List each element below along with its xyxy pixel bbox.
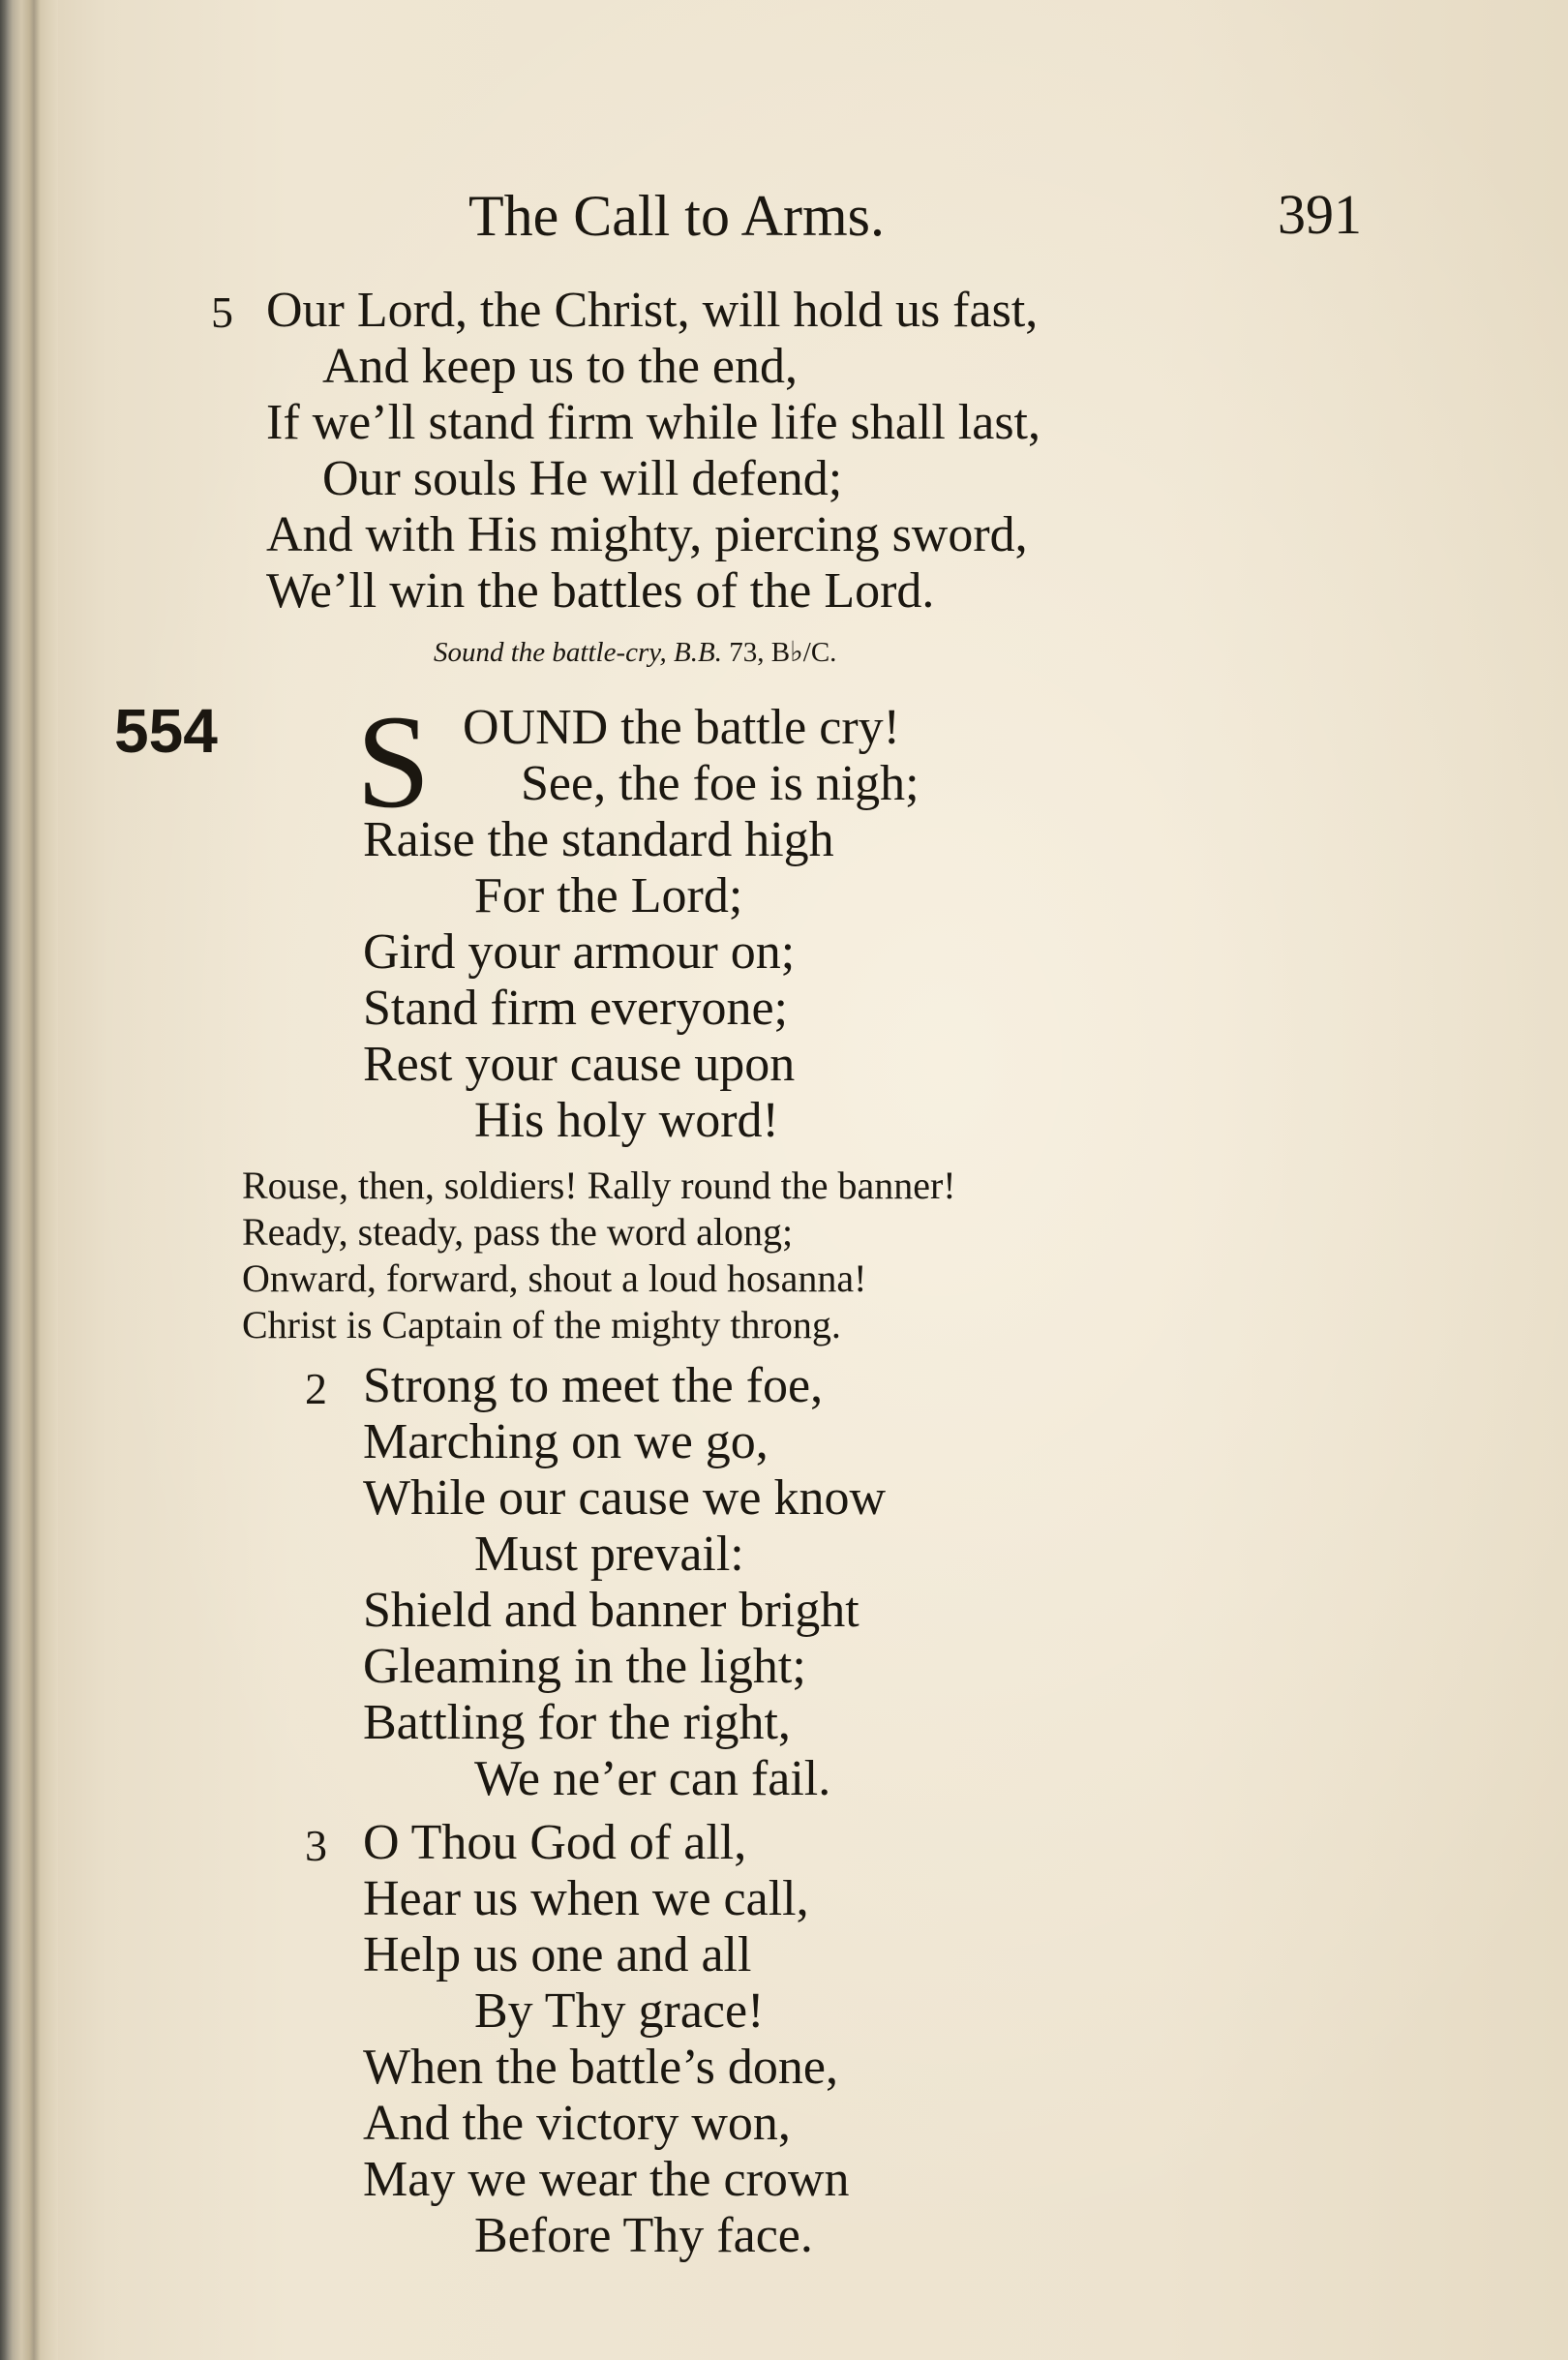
stanza2-line-2: Marching on we go, [363,1414,769,1469]
stanza2-line-1: Strong to meet the foe, [363,1358,824,1413]
stanza3-line-2: Hear us when we call, [363,1871,809,1926]
stanza2-line-8: We ne’er can fail. [474,1751,831,1806]
stanza2-line-7: Battling for the right, [363,1695,791,1750]
running-head-title: The Call to Arms. [468,184,885,248]
stanza2-line-3: While our cause we know [363,1470,887,1526]
stanza3-line-6: And the victory won, [363,2096,791,2151]
stanza5-line-5: And with His mighty, piercing sword, [266,507,1028,562]
stanza5-line-3: If we’ll stand firm while life shall last, [266,395,1041,450]
stanza5-line-4: Our souls He will defend; [322,451,843,506]
stanza2-line-5: Shield and banner bright [363,1583,859,1638]
stanza5-line-6: We’ll win the battles of the Lord. [266,563,935,619]
chorus-line-4: Christ is Captain of the mighty throng. [242,1303,841,1346]
stanza1-line-7: Rest your cause upon [363,1037,796,1092]
stanza-number-5: 5 [211,287,233,337]
stanza5-line-2: And keep us to the end, [322,339,799,394]
tune-reference [434,639,836,667]
stanza3-line-1: O Thou God of all, [363,1815,747,1870]
stanza1-line-8: His holy word! [474,1093,779,1148]
stanza3-line-4: By Thy grace! [474,1983,765,2039]
hymn-number: 554 [114,696,218,766]
stanza1-line-1: OUND the battle cry! [463,700,900,755]
stanza3-line-7: May we wear the crown [363,2152,850,2207]
stanza5-line-1: Our Lord, the Christ, will hold us fast, [266,283,1039,338]
book-binding-edge [0,0,58,2360]
stanza2-line-6: Gleaming in the light; [363,1639,806,1694]
drop-cap-letter: S [356,687,431,835]
stanza3-line-8: Before Thy face. [474,2208,813,2263]
stanza1-line-4: For the Lord; [474,868,743,923]
stanza-number-2: 2 [305,1364,327,1413]
chorus-line-1: Rouse, then, soldiers! Rally round the banner! [242,1164,956,1207]
chorus-line-3: Onward, forward, shout a loud hosanna! [242,1256,867,1300]
tune-name: Sound the battle-cry, B.B. [434,637,722,668]
chorus-line-2: Ready, steady, pass the word along; [242,1210,794,1254]
stanza1-line-2: See, the foe is nigh; [521,756,920,811]
stanza-number-3: 3 [305,1821,327,1870]
stanza1-line-3: Raise the standard high [363,812,834,867]
page-number: 391 [1278,183,1362,246]
stanza1-line-5: Gird your armour on; [363,924,796,980]
tune-key: 73, B♭/C. [729,637,837,668]
stanza3-line-3: Help us one and all [363,1927,752,1982]
stanza1-line-6: Stand firm everyone; [363,981,788,1036]
stanza2-line-4: Must prevail: [474,1527,744,1582]
stanza3-line-5: When the battle’s done, [363,2040,838,2095]
